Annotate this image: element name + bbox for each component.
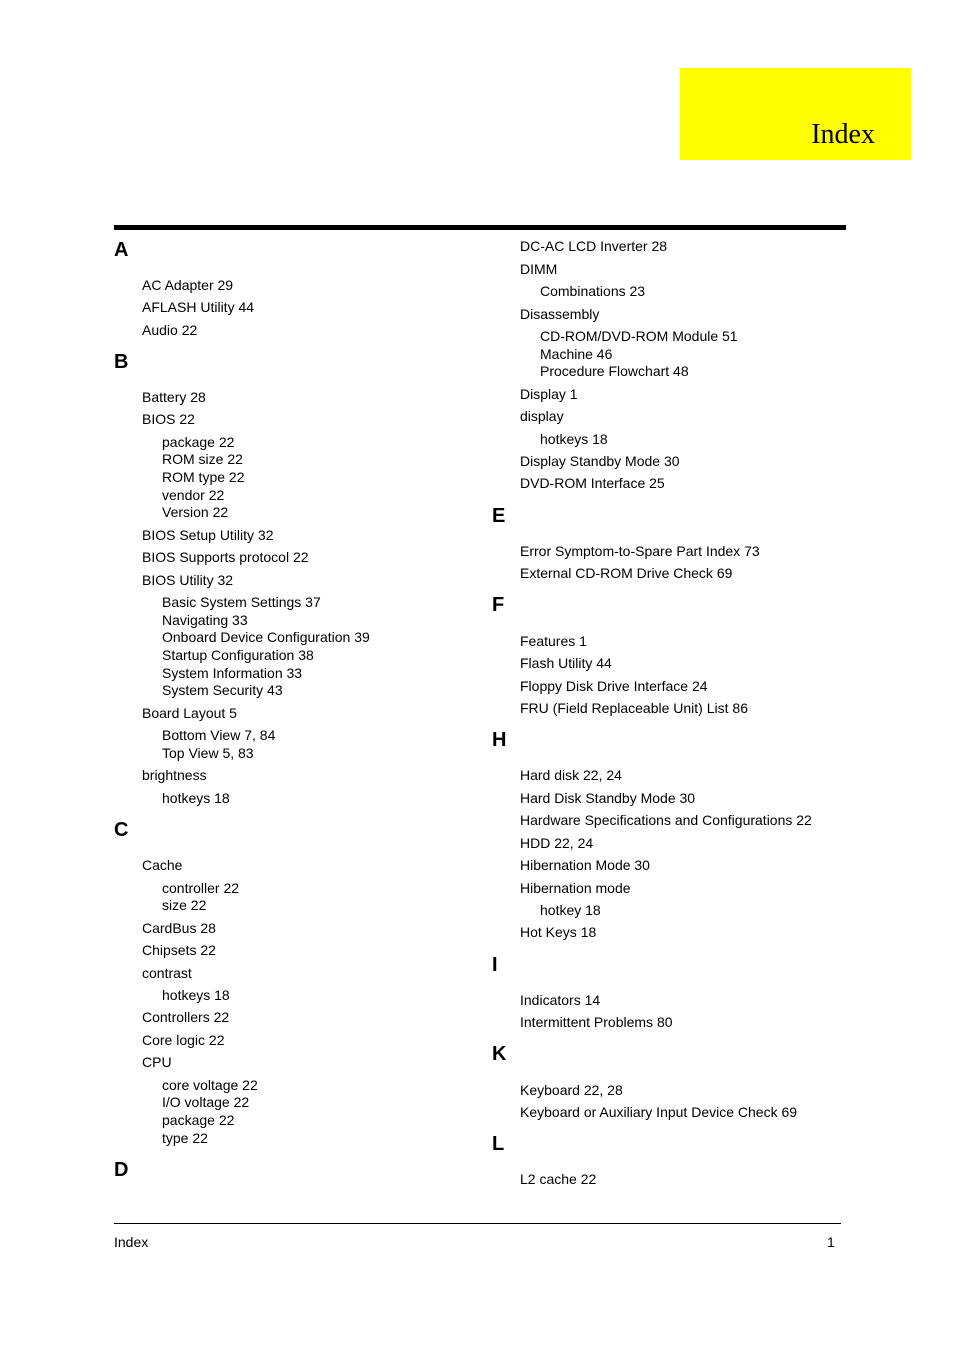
index-subentry: I/O voltage 22 — [162, 1094, 250, 1110]
index-entry: Flash Utility 44 — [520, 655, 612, 671]
index-entry: brightness — [142, 767, 207, 783]
index-entry: Cache — [142, 857, 183, 873]
page-title: Index — [811, 119, 875, 150]
index-subentry: Basic System Settings 37 — [162, 594, 321, 610]
index-entry: Hibernation mode — [520, 880, 631, 896]
index-entry: L2 cache 22 — [520, 1171, 597, 1187]
section-letter-i: I — [492, 954, 498, 976]
index-subentry: ROM size 22 — [162, 451, 243, 467]
index-entry: AC Adapter 29 — [142, 277, 234, 293]
index-entry: contrast — [142, 965, 192, 981]
index-entry: DVD-ROM Interface 25 — [520, 475, 665, 491]
index-entry: Display Standby Mode 30 — [520, 453, 680, 469]
index-subentry: controller 22 — [162, 880, 240, 896]
section-letter-l: L — [492, 1133, 505, 1155]
index-subentry: type 22 — [162, 1130, 208, 1146]
index-entry: BIOS Setup Utility 32 — [142, 527, 274, 543]
index-subentry: core voltage 22 — [162, 1077, 258, 1093]
section-letter-b: B — [114, 351, 129, 373]
index-entry: BIOS Supports protocol 22 — [142, 549, 309, 565]
index-entry: Floppy Disk Drive Interface 24 — [520, 678, 708, 694]
index-subentry: size 22 — [162, 897, 207, 913]
index-subentry: Bottom View 7, 84 — [162, 727, 276, 743]
index-entry: AFLASH Utility 44 — [142, 299, 255, 315]
index-subentry: Navigating 33 — [162, 612, 248, 628]
index-subentry: Machine 46 — [540, 346, 613, 362]
index-entry: BIOS 22 — [142, 411, 195, 427]
index-subentry: hotkeys 18 — [162, 790, 230, 806]
index-entry: HDD 22, 24 — [520, 835, 594, 851]
index-entry: Keyboard 22, 28 — [520, 1082, 623, 1098]
index-entry: Chipsets 22 — [142, 942, 216, 958]
index-subentry: Top View 5, 83 — [162, 745, 254, 761]
index-entry: CardBus 28 — [142, 920, 216, 936]
title-banner — [680, 68, 911, 160]
footer-divider — [114, 1223, 841, 1224]
index-subentry: vendor 22 — [162, 487, 225, 503]
section-letter-k: K — [492, 1043, 507, 1065]
index-entry: Core logic 22 — [142, 1032, 225, 1048]
index-subentry: package 22 — [162, 1112, 235, 1128]
index-subentry: System Security 43 — [162, 682, 283, 698]
index-entry: Disassembly — [520, 306, 600, 322]
index-entry: Battery 28 — [142, 389, 206, 405]
index-subentry: hotkeys 18 — [162, 987, 230, 1003]
index-entry: Hardware Specifications and Configurations 22 — [520, 812, 812, 828]
index-subentry: Version 22 — [162, 504, 229, 520]
index-entry: Controllers 22 — [142, 1009, 230, 1025]
page-number: 1 — [827, 1234, 835, 1250]
section-letter-f: F — [492, 594, 505, 616]
index-entry: Hibernation Mode 30 — [520, 857, 650, 873]
index-subentry: hotkey 18 — [540, 902, 601, 918]
index-entry: DIMM — [520, 261, 558, 277]
index-entry: Hard disk 22, 24 — [520, 767, 622, 783]
index-entry: display — [520, 408, 564, 424]
index-entry: DC-AC LCD Inverter 28 — [520, 238, 668, 254]
index-entry: CPU — [142, 1054, 172, 1070]
index-entry: FRU (Field Replaceable Unit) List 86 — [520, 700, 748, 716]
index-entry: Hard Disk Standby Mode 30 — [520, 790, 696, 806]
index-subentry: hotkeys 18 — [540, 431, 608, 447]
section-letter-a: A — [114, 239, 129, 261]
index-subentry: System Information 33 — [162, 665, 303, 681]
index-entry: BIOS Utility 32 — [142, 572, 234, 588]
index-entry: Display 1 — [520, 386, 578, 402]
index-subentry: CD-ROM/DVD-ROM Module 51 — [540, 328, 738, 344]
index-entry: Indicators 14 — [520, 992, 601, 1008]
footer-label: Index — [114, 1234, 149, 1250]
section-letter-c: C — [114, 819, 129, 841]
index-subentry: Combinations 23 — [540, 283, 646, 299]
index-subentry: ROM type 22 — [162, 469, 245, 485]
index-entry: Intermittent Problems 80 — [520, 1014, 673, 1030]
index-entry: Hot Keys 18 — [520, 924, 597, 940]
index-entry: Features 1 — [520, 633, 587, 649]
index-subentry: package 22 — [162, 434, 235, 450]
index-subentry: Procedure Flowchart 48 — [540, 363, 689, 379]
section-letter-d: D — [114, 1159, 129, 1181]
index-entry: Board Layout 5 — [142, 705, 237, 721]
index-entry: External CD-ROM Drive Check 69 — [520, 565, 733, 581]
index-entry: Audio 22 — [142, 322, 198, 338]
top-divider — [114, 225, 846, 230]
section-letter-e: E — [492, 505, 506, 527]
index-subentry: Startup Configuration 38 — [162, 647, 314, 663]
index-subentry: Onboard Device Configuration 39 — [162, 629, 370, 645]
index-entry: Error Symptom-to-Spare Part Index 73 — [520, 543, 760, 559]
section-letter-h: H — [492, 729, 507, 751]
index-entry: Keyboard or Auxiliary Input Device Check 69 — [520, 1104, 798, 1120]
